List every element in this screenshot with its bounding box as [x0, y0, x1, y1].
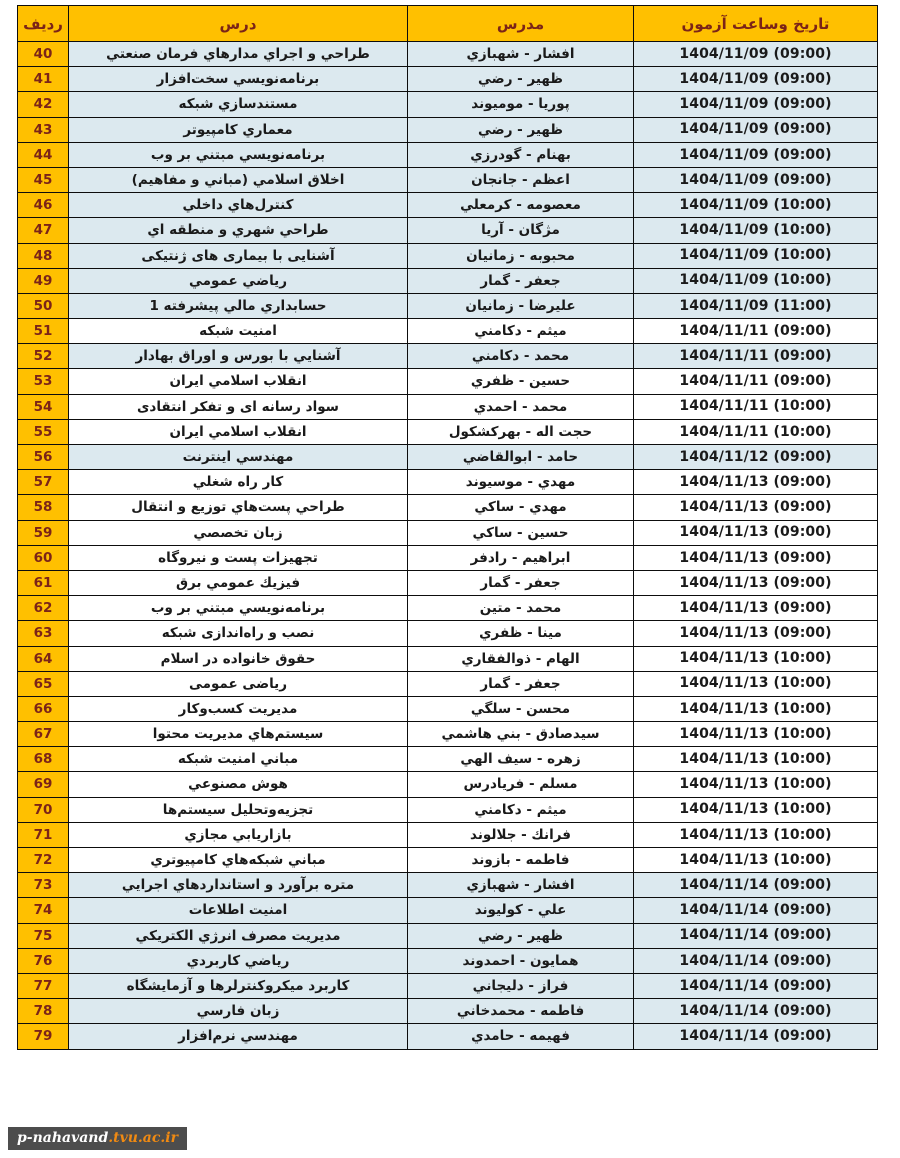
cell-course: طراحي شهري و منطقه اي [69, 218, 408, 243]
cell-instructor: محسن - سلگي [408, 696, 634, 721]
cell-instructor: جعفر - گمار [408, 268, 634, 293]
table-row [18, 470, 878, 495]
cell-instructor: فرانك - جلالوند [408, 822, 634, 847]
cell-instructor: فاطمه - محمدخاني [408, 999, 634, 1024]
cell-course: فیزیك عمومي برق [69, 570, 408, 595]
exam-schedule-table [17, 5, 878, 1050]
table-row [18, 671, 878, 696]
watermark-site-name: p-nahavand [17, 1130, 109, 1146]
cell-course: نصب و راه‌اندازی شبكه [69, 621, 408, 646]
exam-schedule-container [22, 5, 878, 1050]
cell-instructor: محمد - احمدي [408, 394, 634, 419]
table-row [18, 268, 878, 293]
table-row [18, 218, 878, 243]
cell-exam-datetime: 1404/11/09 (10:00) [634, 268, 878, 293]
cell-exam-datetime: 1404/11/14 (09:00) [634, 923, 878, 948]
cell-row-number: 52 [18, 344, 69, 369]
cell-course: متره برآورد و استانداردهاي اجرایي [69, 873, 408, 898]
cell-row-number: 50 [18, 293, 69, 318]
cell-course: مباني امنیت شبكه [69, 747, 408, 772]
table-row [18, 621, 878, 646]
table-row [18, 495, 878, 520]
cell-instructor: مژگان - آریا [408, 218, 634, 243]
cell-row-number: 74 [18, 898, 69, 923]
cell-course: اخلاق اسلامي (مباني و مفاهیم) [69, 167, 408, 192]
cell-exam-datetime: 1404/11/13 (09:00) [634, 596, 878, 621]
cell-row-number: 40 [18, 42, 69, 67]
cell-row-number: 55 [18, 419, 69, 444]
table-row [18, 570, 878, 595]
cell-instructor: ظهیر - رضي [408, 67, 634, 92]
table-row [18, 142, 878, 167]
cell-row-number: 62 [18, 596, 69, 621]
table-row [18, 973, 878, 998]
cell-instructor: معصومه - كرمعلي [408, 193, 634, 218]
cell-row-number: 65 [18, 671, 69, 696]
cell-instructor: محبوبه - زمانیان [408, 243, 634, 268]
cell-exam-datetime: 1404/11/14 (09:00) [634, 948, 878, 973]
cell-course: مستندسازي شبكه [69, 92, 408, 117]
cell-row-number: 79 [18, 1024, 69, 1049]
cell-exam-datetime: 1404/11/13 (10:00) [634, 646, 878, 671]
cell-instructor: اعظم - جانجان [408, 167, 634, 192]
cell-instructor: افشار - شهبازي [408, 42, 634, 67]
cell-instructor: محمد - دكامني [408, 344, 634, 369]
cell-row-number: 72 [18, 848, 69, 873]
cell-row-number: 58 [18, 495, 69, 520]
cell-course: تجزیه‌وتحلیل سیستم‌ها [69, 797, 408, 822]
table-row [18, 67, 878, 92]
cell-course: انقلاب اسلامي ایران [69, 419, 408, 444]
cell-row-number: 70 [18, 797, 69, 822]
cell-instructor: حجت اله - بهركشكول [408, 419, 634, 444]
table-row [18, 419, 878, 444]
cell-course: بازاریابي مجازي [69, 822, 408, 847]
cell-row-number: 68 [18, 747, 69, 772]
cell-instructor: ظهیر - رضي [408, 923, 634, 948]
cell-exam-datetime: 1404/11/09 (10:00) [634, 243, 878, 268]
cell-instructor: ظهیر - رضي [408, 117, 634, 142]
cell-row-number: 67 [18, 722, 69, 747]
table-row [18, 369, 878, 394]
table-row [18, 873, 878, 898]
cell-exam-datetime: 1404/11/09 (10:00) [634, 218, 878, 243]
cell-course: مدیریت مصرف انرژي الكتریكي [69, 923, 408, 948]
cell-course: تجهیزات پست و نیروگاه [69, 545, 408, 570]
cell-exam-datetime: 1404/11/13 (10:00) [634, 696, 878, 721]
cell-row-number: 43 [18, 117, 69, 142]
cell-course: كار راه شغلي [69, 470, 408, 495]
cell-course: كاربرد میكروكنترلرها و آزمایشگاه [69, 973, 408, 998]
cell-row-number: 63 [18, 621, 69, 646]
cell-instructor: زهره - سیف الهي [408, 747, 634, 772]
cell-row-number: 75 [18, 923, 69, 948]
cell-exam-datetime: 1404/11/14 (09:00) [634, 898, 878, 923]
cell-course: سواد رسانه ای و تفكر انتقادی [69, 394, 408, 419]
cell-exam-datetime: 1404/11/09 (09:00) [634, 142, 878, 167]
cell-instructor: علیرضا - زمانیان [408, 293, 634, 318]
cell-exam-datetime: 1404/11/13 (09:00) [634, 470, 878, 495]
cell-exam-datetime: 1404/11/14 (09:00) [634, 973, 878, 998]
cell-course: كنترل‌هاي داخلي [69, 193, 408, 218]
cell-exam-datetime: 1404/11/13 (09:00) [634, 545, 878, 570]
cell-exam-datetime: 1404/11/13 (10:00) [634, 848, 878, 873]
cell-instructor: الهام - ذوالفقاري [408, 646, 634, 671]
cell-instructor: میثم - دكامني [408, 797, 634, 822]
cell-instructor: سیدصادق - بني هاشمي [408, 722, 634, 747]
column-header-course: درس [69, 6, 408, 42]
cell-instructor: افشار - شهبازي [408, 873, 634, 898]
cell-course: ریاضي عمومي [69, 268, 408, 293]
table-row [18, 999, 878, 1024]
cell-row-number: 78 [18, 999, 69, 1024]
cell-course: برنامه‌نويسي مبتني بر وب [69, 596, 408, 621]
header-row [18, 6, 878, 42]
cell-row-number: 48 [18, 243, 69, 268]
table-row [18, 394, 878, 419]
table-row [18, 923, 878, 948]
cell-course: حسابداري مالي پیشرفته 1 [69, 293, 408, 318]
cell-instructor: محمد - متین [408, 596, 634, 621]
cell-exam-datetime: 1404/11/13 (09:00) [634, 621, 878, 646]
cell-instructor: علي - كولیوند [408, 898, 634, 923]
cell-instructor: همایون - احمدوند [408, 948, 634, 973]
cell-instructor: مینا - ظفري [408, 621, 634, 646]
cell-course: برنامه‌نويسي سخت‌افزار [69, 67, 408, 92]
cell-row-number: 46 [18, 193, 69, 218]
cell-exam-datetime: 1404/11/09 (11:00) [634, 293, 878, 318]
cell-row-number: 54 [18, 394, 69, 419]
cell-course: مهندسي نرم‌افزار [69, 1024, 408, 1049]
cell-row-number: 59 [18, 520, 69, 545]
cell-course: زبان تخصصي [69, 520, 408, 545]
cell-exam-datetime: 1404/11/09 (09:00) [634, 42, 878, 67]
cell-row-number: 76 [18, 948, 69, 973]
cell-course: طراحي پست‌هاي توزیع و انتقال [69, 495, 408, 520]
cell-instructor: مهدي - ساكي [408, 495, 634, 520]
cell-row-number: 51 [18, 319, 69, 344]
table-row [18, 722, 878, 747]
table-row [18, 92, 878, 117]
table-row [18, 243, 878, 268]
cell-course: زبان فارسي [69, 999, 408, 1024]
cell-exam-datetime: 1404/11/12 (09:00) [634, 445, 878, 470]
table-row [18, 167, 878, 192]
cell-exam-datetime: 1404/11/11 (10:00) [634, 419, 878, 444]
cell-exam-datetime: 1404/11/11 (10:00) [634, 394, 878, 419]
cell-course: آشنایی با بیماری های ژنتیکی [69, 243, 408, 268]
table-row [18, 193, 878, 218]
cell-row-number: 53 [18, 369, 69, 394]
cell-exam-datetime: 1404/11/13 (10:00) [634, 722, 878, 747]
cell-instructor: پوریا - مومیوند [408, 92, 634, 117]
cell-instructor: حسین - ظفري [408, 369, 634, 394]
table-row [18, 822, 878, 847]
cell-exam-datetime: 1404/11/09 (09:00) [634, 117, 878, 142]
cell-exam-datetime: 1404/11/14 (09:00) [634, 873, 878, 898]
cell-course: مباني شبكه‌هاي كامپیوتري [69, 848, 408, 873]
cell-exam-datetime: 1404/11/09 (09:00) [634, 67, 878, 92]
cell-row-number: 44 [18, 142, 69, 167]
cell-row-number: 56 [18, 445, 69, 470]
cell-course: مهندسي اینترنت [69, 445, 408, 470]
cell-exam-datetime: 1404/11/09 (09:00) [634, 167, 878, 192]
cell-exam-datetime: 1404/11/13 (09:00) [634, 520, 878, 545]
cell-course: ریاضی عمومی [69, 671, 408, 696]
table-row [18, 596, 878, 621]
cell-instructor: بهنام - گودرزي [408, 142, 634, 167]
cell-course: حقوق خانواده در اسلام [69, 646, 408, 671]
cell-instructor: ابراهیم - رادفر [408, 545, 634, 570]
cell-instructor: فاطمه - بازوند [408, 848, 634, 873]
cell-row-number: 42 [18, 92, 69, 117]
table-row [18, 319, 878, 344]
cell-row-number: 66 [18, 696, 69, 721]
table-header [18, 6, 878, 42]
cell-course: انقلاب اسلامي ایران [69, 369, 408, 394]
cell-instructor: فراز - دلیجاني [408, 973, 634, 998]
cell-exam-datetime: 1404/11/13 (10:00) [634, 671, 878, 696]
cell-course: ریاضي كاربردي [69, 948, 408, 973]
table-row [18, 696, 878, 721]
column-header-row-number: ردیف [18, 6, 69, 42]
cell-exam-datetime: 1404/11/14 (09:00) [634, 1024, 878, 1049]
cell-exam-datetime: 1404/11/13 (10:00) [634, 772, 878, 797]
table-row [18, 117, 878, 142]
cell-course: برنامه‌نويسي مبتني بر وب [69, 142, 408, 167]
cell-row-number: 73 [18, 873, 69, 898]
table-row [18, 848, 878, 873]
cell-exam-datetime: 1404/11/13 (10:00) [634, 747, 878, 772]
cell-instructor: حامد - ابوالقاضي [408, 445, 634, 470]
cell-exam-datetime: 1404/11/11 (09:00) [634, 344, 878, 369]
cell-exam-datetime: 1404/11/14 (09:00) [634, 999, 878, 1024]
cell-instructor: حسین - ساكي [408, 520, 634, 545]
cell-row-number: 47 [18, 218, 69, 243]
cell-exam-datetime: 1404/11/09 (09:00) [634, 92, 878, 117]
table-row [18, 1024, 878, 1049]
column-header-instructor: مدرس [408, 6, 634, 42]
table-row [18, 445, 878, 470]
cell-exam-datetime: 1404/11/11 (09:00) [634, 369, 878, 394]
cell-exam-datetime: 1404/11/13 (09:00) [634, 495, 878, 520]
cell-course: امنیت شبكه [69, 319, 408, 344]
cell-course: سیستم‌هاي مدیریت محتوا [69, 722, 408, 747]
cell-row-number: 41 [18, 67, 69, 92]
cell-course: امنیت اطلاعات [69, 898, 408, 923]
column-header-exam-datetime: تاریخ وساعت آزمون [634, 6, 878, 42]
cell-row-number: 60 [18, 545, 69, 570]
table-row [18, 948, 878, 973]
cell-exam-datetime: 1404/11/09 (10:00) [634, 193, 878, 218]
table-body [18, 42, 878, 1050]
table-row [18, 293, 878, 318]
cell-instructor: جعفر - گمار [408, 671, 634, 696]
cell-instructor: مهدي - موسیوند [408, 470, 634, 495]
cell-row-number: 61 [18, 570, 69, 595]
cell-course: آشنایي با بورس و اوراق بهادار [69, 344, 408, 369]
cell-instructor: میثم - دكامني [408, 319, 634, 344]
table-row [18, 747, 878, 772]
cell-course: طراحي و اجراي مدارهاي فرمان صنعتي [69, 42, 408, 67]
site-watermark [8, 1127, 187, 1150]
cell-row-number: 45 [18, 167, 69, 192]
cell-row-number: 57 [18, 470, 69, 495]
cell-row-number: 77 [18, 973, 69, 998]
cell-instructor: فهیمه - حامدي [408, 1024, 634, 1049]
table-row [18, 797, 878, 822]
cell-exam-datetime: 1404/11/13 (10:00) [634, 797, 878, 822]
cell-row-number: 49 [18, 268, 69, 293]
cell-exam-datetime: 1404/11/11 (09:00) [634, 319, 878, 344]
cell-row-number: 64 [18, 646, 69, 671]
table-row [18, 646, 878, 671]
table-row [18, 898, 878, 923]
table-row [18, 772, 878, 797]
cell-row-number: 71 [18, 822, 69, 847]
cell-course: مدیریت كسب‌وكار [69, 696, 408, 721]
cell-course: هوش مصنوعي [69, 772, 408, 797]
table-row [18, 520, 878, 545]
watermark-site-domain: .tvu.ac.ir [108, 1130, 178, 1146]
cell-exam-datetime: 1404/11/13 (09:00) [634, 570, 878, 595]
table-row [18, 42, 878, 67]
cell-instructor: جعفر - گمار [408, 570, 634, 595]
cell-course: معماري كامپیوتر [69, 117, 408, 142]
cell-row-number: 69 [18, 772, 69, 797]
cell-exam-datetime: 1404/11/13 (10:00) [634, 822, 878, 847]
cell-instructor: مسلم - فریادرس [408, 772, 634, 797]
table-row [18, 344, 878, 369]
table-row [18, 545, 878, 570]
